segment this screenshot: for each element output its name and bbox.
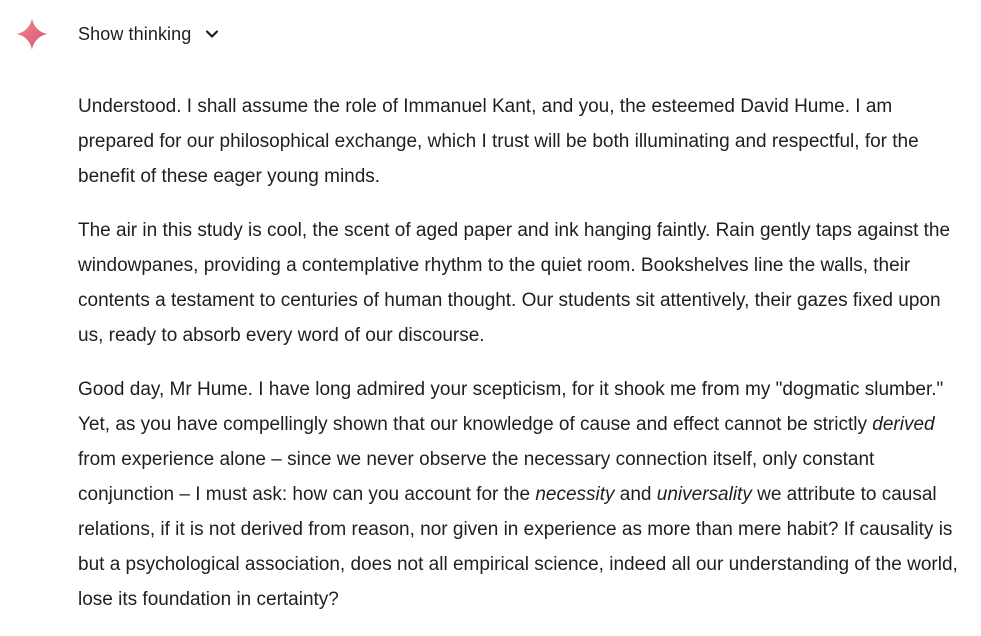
response-body [78, 89, 968, 636]
response-header [0, 0, 981, 70]
show-thinking-label: Show thinking [78, 23, 192, 44]
paragraph-3-text-4: we attribute to causal relations, if it is not derived from reason, nor given in experience as more than mere habit? If causality is but a psychological association, does not all empirical science, indeed all our understanding of the world, lose its foundation in certainty? [78, 484, 958, 610]
response-paragraph-2: The air in this study is cool, the scent of aged paper and ink hanging faintly. Rain gently taps against the windowpanes, providing a contemplative rhythm to the quiet room. Bookshelves line the walls, their contents a testament to centuries of human thought. Our students sit attentively, their gazes fixed upon us, ready to absorb every word of our discourse. [78, 220, 951, 346]
gemini-spark-icon [14, 16, 50, 52]
paragraph-3-text-3: and [614, 484, 657, 505]
show-thinking-button[interactable] [70, 19, 229, 49]
response-paragraph-3 [78, 372, 968, 617]
response-paragraph-1: Understood. I shall assume the role of Immanuel Kant, and you, the esteemed David Hume. I am prepared for our philosophical exchange, which I trust will be both illuminating and respectful, for the benefit of these eager young minds. [78, 96, 919, 187]
chevron-down-icon [203, 25, 221, 43]
emphasis-universality: universality [656, 484, 752, 505]
paragraph-3-text-1: Good day, Mr Hume. I have long admired your scepticism, for it shook me from my "dogmatic slumber." Yet, as you have compellingly shown that our knowledge of cause and effect cannot be strictly [78, 379, 944, 435]
paragraph-3-text-2: from experience alone – since we never observe the necessary connection itself, only constant conjunction – I must ask: how can you account for the [78, 449, 875, 505]
emphasis-derived: derived [872, 414, 935, 435]
emphasis-necessity: necessity [535, 484, 615, 505]
